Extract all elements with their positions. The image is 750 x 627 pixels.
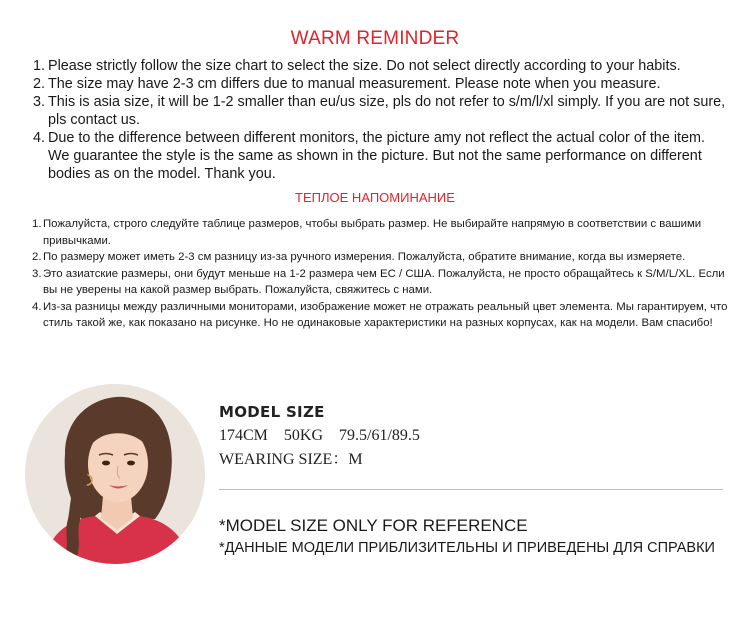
model-photo (25, 384, 205, 564)
item-number: 4. (32, 300, 42, 313)
item-text: This is asia size, it will be 1-2 smaller than eu/us size, pls do not refer to s/m/l/xl simply. If you are not sure, pls contact us. (48, 94, 726, 128)
item-number: 4. (33, 130, 46, 146)
item-text: Из-за разницы между различными мониторами, изображение может не отражать реальный цвет элемента. Мы гарантируем, что стиль такой же, как показано на рисунке. Но не одинаковые характеристики на разных корпусах, как на модели. Вам спасибо! (43, 300, 728, 329)
reminder-item-en (30, 57, 730, 75)
model-size-heading: MODEL SIZE (219, 403, 325, 421)
reminder-item-en (30, 93, 730, 129)
item-number: 2. (33, 76, 46, 92)
item-text: Это азиатские размеры, они будут меньше на 1-2 размера чем ЕС / США. Пожалуйста, не просто обращайтесь к S/M/L/XL. Если вы не уверены на какой размер выбрать. Пожалуйста, свяжитесь с нами. (43, 267, 725, 296)
reminder-item-ru (30, 216, 730, 249)
item-number: 1. (33, 58, 46, 74)
reminder-item-ru (30, 249, 730, 266)
reminder-item-ru (30, 266, 730, 299)
model-measurements: 174CM 50KG 79.5/61/89.5 (219, 427, 420, 444)
item-text: Please strictly follow the size chart to select the size. Do not select directly according to your habits. (48, 58, 681, 74)
reminder-item-en (30, 129, 730, 183)
item-number: 2. (32, 251, 42, 263)
warm-reminder-title: WARM REMINDER (290, 28, 460, 49)
reminder-list-ru (30, 216, 730, 332)
wearing-size: WEARING SIZE：M (219, 451, 363, 468)
warm-reminder-title-ru: ТЕПЛОЕ НАПОМИНАНИЕ (295, 190, 455, 205)
item-number: 1. (32, 218, 42, 230)
reference-note-ru: *ДАННЫЕ МОДЕЛИ ПРИБЛИЗИТЕЛЬНЫ И ПРИВЕДЕНЫ ДЛЯ СПРАВКИ (219, 540, 715, 556)
reference-note-en: *MODEL SIZE ONLY FOR REFERENCE (219, 516, 528, 535)
item-number: 3. (32, 267, 42, 280)
item-text: The size may have 2-3 cm differs due to manual measurement. Please note when you measure. (48, 76, 661, 92)
item-number: 3. (33, 94, 46, 110)
reminder-item-ru (30, 299, 730, 332)
item-text: Due to the difference between different monitors, the picture amy not reflect the actual color of the item. We guarantee the style is the same as shown in the picture. But not the same performance on different bodies as on the model. Thank you. (48, 130, 706, 182)
item-text: Пожалуйста, строго следуйте таблице размеров, чтобы выбрать размер. Не выбирайте напрямую в соответствии с вашими привычками. (43, 218, 702, 247)
reminder-list-en (30, 57, 730, 183)
divider (219, 489, 723, 490)
item-text: По размеру может иметь 2-3 см разницу из-за ручного измерения. Пожалуйста, обратите внимание, когда вы измеряете. (43, 251, 686, 263)
reminder-item-en (30, 75, 730, 93)
